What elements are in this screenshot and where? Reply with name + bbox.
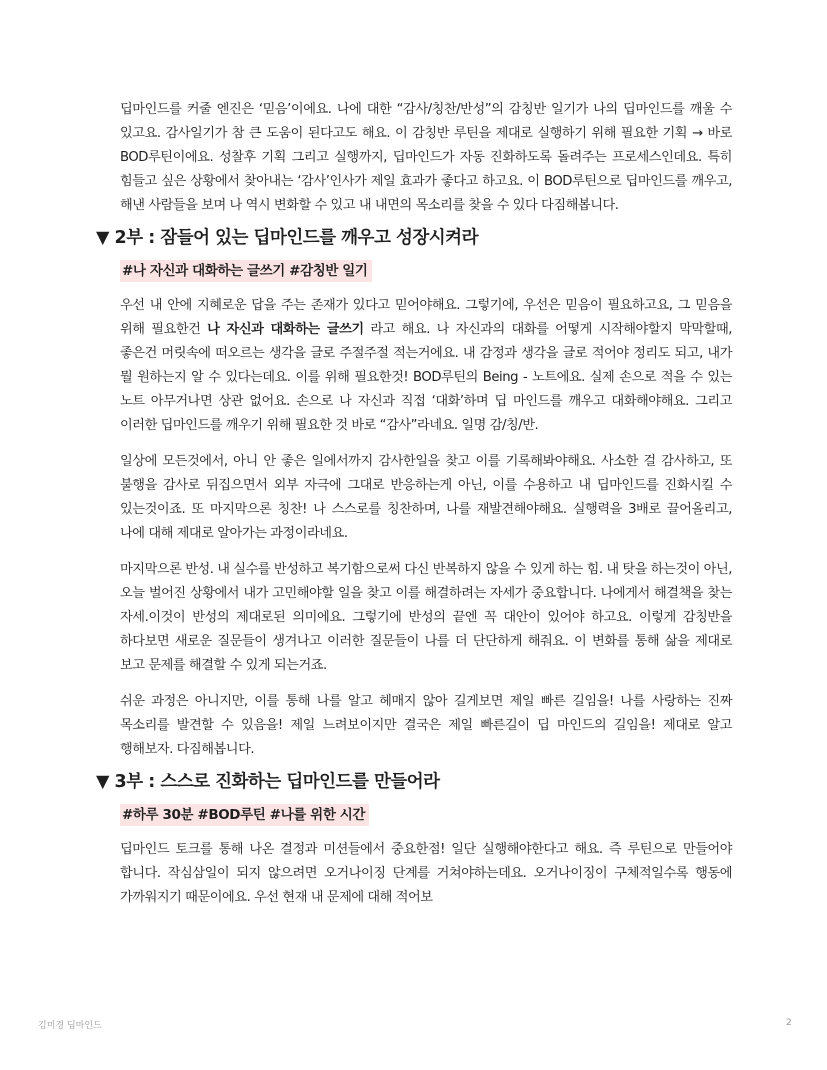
section-2-heading: ▼ 2부 : 잠들어 있는 딥마인드를 깨우고 성장시켜라 <box>96 228 478 248</box>
footer-book-title: 김미경 딥마인드 <box>38 1021 102 1031</box>
highlight-phrase: 나 자신과 대화하는 글쓰기 <box>207 322 364 337</box>
section-2-paragraph-1: 우선 내 안에 지혜로운 답을 주는 존재가 있다고 믿어야해요. 그렇기에, 우선은 믿음이 필요하고요, 그 믿음을 위해 필요한건 나 자신과 대화하는 글쓰기 라고 해요. 나 자신과의 대화를 어떻게 시작해야할지 막막할때, 좋은건 머릿속에 떠오르는 생각을 글로 주절주절 적는거에요. 내 감정과 생각을 글로 적어야 정리도 되고, 내가 뭘 원하는지 알 수 있다는데요. 이를 위해 필요한것! BOD루틴의 Being - 노트에요. 실제 손으로 적을 수 있는 노트 아무거나면 상관 없어요. 손으로 나 자신과 직접 ‘대화’하며 딥 마인드를 깨우고 대화해야해요. 그리고 이러한 딥마인드를 깨우기 위해 필요한 것 바로 “감사”라네요. 일명 감/칭/반. <box>120 298 733 433</box>
section-3-paragraph-1: 딥마인드 토크를 통해 나온 결정과 미션들에서 중요한점! 일단 실행해야한다고 해요. 즉 루틴으로 만들어야 합니다. 작심삼일이 되지 않으려면 오거나이징 단계를 거쳐야하는데요. 오거나이징이 구체적일수록 행동에 가까워지기 때문이에요. 우선 현재 내 문제에 대해 적어보 <box>120 842 732 905</box>
section-2-paragraph-3: 마지막으론 반성. 내 실수를 반성하고 복기함으로써 다신 반복하지 않을 수 있게 하는 힘. 내 탓을 하는것이 아닌, 오늘 벌어진 상황에서 내가 고민해야할 일을 찾고 이를 해결하려는 자세가 중요합니다. 나에게서 해결책을 찾는 자세.이것이 반성의 제대로된 의미에요. 그렇기에 반성의 끝엔 꼭 대안이 있어야 하고요. 이렇게 감칭반을 하다보면 새로운 질문들이 생겨나고 이러한 질문들이 나를 더 단단하게 해줘요. 이 변화를 통해 삶을 제대로 보고 문제를 해결할 수 있게 되는거죠. <box>120 562 732 673</box>
section-2-paragraph-2: 일상에 모든것에서, 아니 안 좋은 일에서까지 감사한일을 찾고 이를 기록해봐야해요. 사소한 걸 감사하고, 또 불행을 감사로 뒤집으면서 외부 자극에 그대로 반응하는게 아닌, 이를 수용하고 내 딥마인드를 진화시킬 수 있는것이죠. 또 마지막으론 칭찬! 나 스스로를 칭찬하며, 나를 재발견해야해요. 실행력을 3배로 끌어올리고, 나에 대해 제대로 알아가는 과정이라네요. <box>120 454 732 541</box>
document-page <box>96 98 733 910</box>
section-3-hashtags: #하루 30분 #BOD루틴 #나를 위한 시간 <box>120 804 369 826</box>
section-2-paragraph-4: 쉬운 과정은 아니지만, 이를 통해 나를 알고 헤매지 않아 길게보면 제일 빠른 길임을! 나를 사랑하는 진짜 목소리를 발견할 수 있음을! 제일 느려보이지만 결국은 제일 빠른길이 딥 마인드의 길임을! 제대로 알고 행해보자. 다짐해봅니다. <box>120 694 732 757</box>
section-3-heading: ▼ 3부 : 스스로 진화하는 딥마인드를 만들어라 <box>96 772 440 792</box>
page-number: 2 <box>786 1018 792 1028</box>
section-2-hashtags: #나 자신과 대화하는 글쓰기 #감칭반 일기 <box>120 260 372 282</box>
intro-paragraph: 딥마인드를 커줄 엔진은 ‘믿음’이에요. 나에 대한 “감사/칭찬/반성”의 감칭반 일기가 나의 딥마인드를 깨울 수 있고요. 감사일기가 참 큰 도움이 된다고도 해요. 이 감칭반 루틴을 제대로 실행하기 위해 필요한 기획 → 바로 BOD루틴이에요. 성찰후 기획 그리고 실행까지, 딥마인드가 자동 진화하도록 돌려주는 프로세스인데요. 특히 힘들고 싶은 상황에서 찾아내는 ‘감사’인사가 제일 효과가 좋다고 하고요. 이 BOD루틴으로 딥마인드를 깨우고, 해낸 사람들을 보며 나 역시 변화할 수 있고 내 내면의 목소리를 찾을 수 있다 다짐해봅니다. <box>120 102 732 213</box>
